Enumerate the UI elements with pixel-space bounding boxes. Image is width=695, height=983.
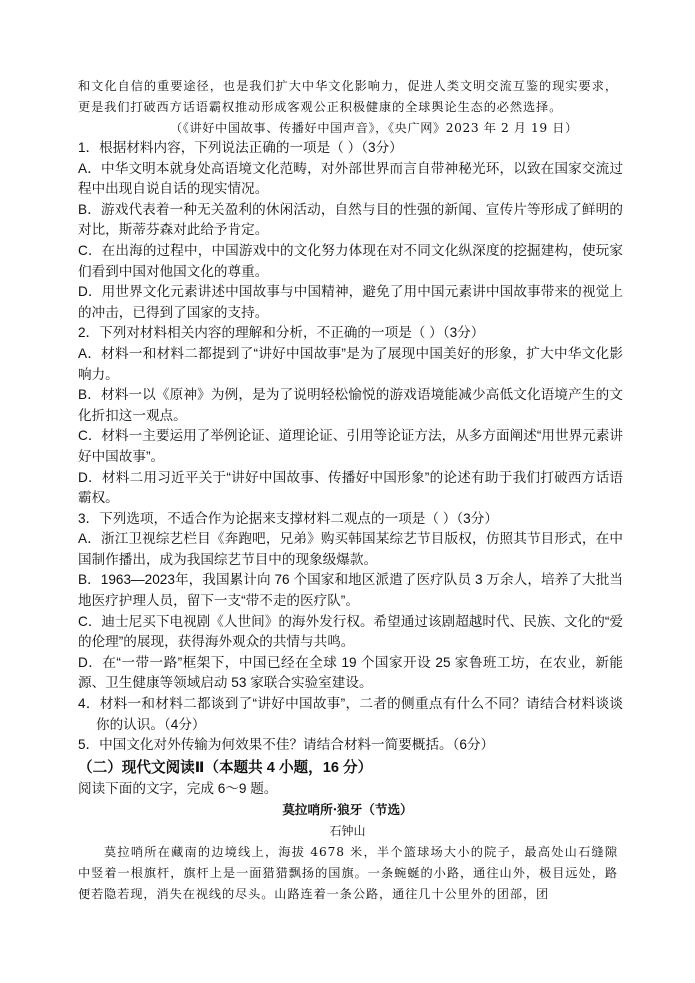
question-2-option-c: C．材料一主要运用了举例论证、道理论证、引用等论证方法，从多方面阐述“用世界元素讲好中国故事”。 [78,428,623,464]
material-citation: （《讲好中国故事、传播好中国声音》，《央广网》2023 年 2 月 19 日） [170,121,578,135]
question-2-stem: 2．下列对材料相关内容的理解和分析，不正确的一项是（ ）（3分） [78,325,485,341]
passage-title: 莫拉哨所·狼牙（节选） [282,802,413,817]
question-1-option-c: C．在出海的过程中，中国游戏中的文化努力体现在对不同文化纵深度的挖掘建构，使玩家们看到中国对他国文化的尊重。 [78,242,623,279]
passage-paragraph: 莫拉哨所在藏南的边境线上，海拔 4678 米，半个篮球场大小的院子，最高处山石缝隙中竖着一根旗杆，旗杆上是一面猎猎飘扬的国旗。一条蜿蜒的小路，通往山外，极目远处，路便若隐若现，消失在视线的尽头。山路连着一条公路，通往几十公里外的团部，团 [78,845,618,901]
material-paragraph-tail: 和文化自信的重要途径，也是我们扩大中华文化影响力，促进人类文明交流互鉴的现实要求，更是我们打破西方话语霸权推动形成客观公正积极健康的全球舆论生态的必然选择。 [78,79,618,114]
question-2-option-d: D．材料二用习近平关于“讲好中国故事、传播好中国形象”的论述有助于我们打破西方话语霸权。 [78,469,623,506]
section-intro: 阅读下面的文字，完成 6～9 题。 [78,781,278,796]
question-3-option-c: C．迪士尼买下电视剧《人世间》的海外发行权。希望通过该剧超越时代、民族、文化的“爱的伦理”的展现，获得海外观众的共情与共鸣。 [78,613,623,650]
question-1-stem: 1．根据材料内容，下列说法正确的一项是（ ）（3分） [78,140,403,155]
question-2-option-b: B．材料一以《原神》为例，是为了说明轻松愉悦的游戏语境能减少高低文化语境产生的文化折扣这一观点。 [78,387,623,423]
questions-block [78,138,623,756]
passage-author: 石钟山 [329,824,366,838]
question-1-option-b: B．游戏代表着一种无关盈利的休闲活动，自然与目的性强的新闻、宣传片等形成了鲜明的对比，斯蒂芬森对此给予肯定。 [78,201,623,238]
question-5-stem: 5．中国文化对外传输为何效果不佳？请结合材料一简要概括。（6分） [78,737,495,753]
question-3-option-b: B．1963—2023年，我国累计向 76 个国家和地区派遣了医疗队员 3 万余人，培养了大批当地医疗护理人员，留下一支“带不走的医疗队”。 [78,572,623,609]
question-3-stem: 3．下列选项，不适合作为论据来支撑材料二观点的一项是（ ）（3分） [78,510,498,526]
question-1-option-d: D．用世界文化元素讲述中国故事与中国精神，避免了用中国元素讲中国故事带来的视觉上的冲击，已得到了国家的支持。 [78,284,623,320]
question-3-option-a: A．浙江卫视综艺栏目《奔跑吧，兄弟》购买韩国某综艺节目版权，仿照其节目形式，在中国制作播出，成为我国综艺节目中的现象级爆款。 [78,531,623,567]
question-1-option-a: A．中华文明本就身处高语境文化范畴，对外部世界而言自带神秘光环，以致在国家交流过程中出现自说自话的现实情况。 [78,160,623,197]
question-3-option-d: D．在“一带一路”框架下，中国已经在全球 19 个国家开设 25 家鲁班工坊，在农业，新能源、卫生健康等领域启动 53 家联合实验室建设。 [78,654,623,691]
question-4-stem: 4．材料一和材料二都谈到了“讲好中国故事”，二者的侧重点有什么不同？请结合材料谈谈你的认识。（4分） [78,696,623,732]
section-heading: （二）现代文阅读Ⅱ（本题共 4 小题，16 分） [78,760,373,776]
question-2-option-a: A．材料一和材料二都提到了“讲好中国故事”是为了展现中国美好的形象，扩大中华文化影响力。 [78,345,623,382]
